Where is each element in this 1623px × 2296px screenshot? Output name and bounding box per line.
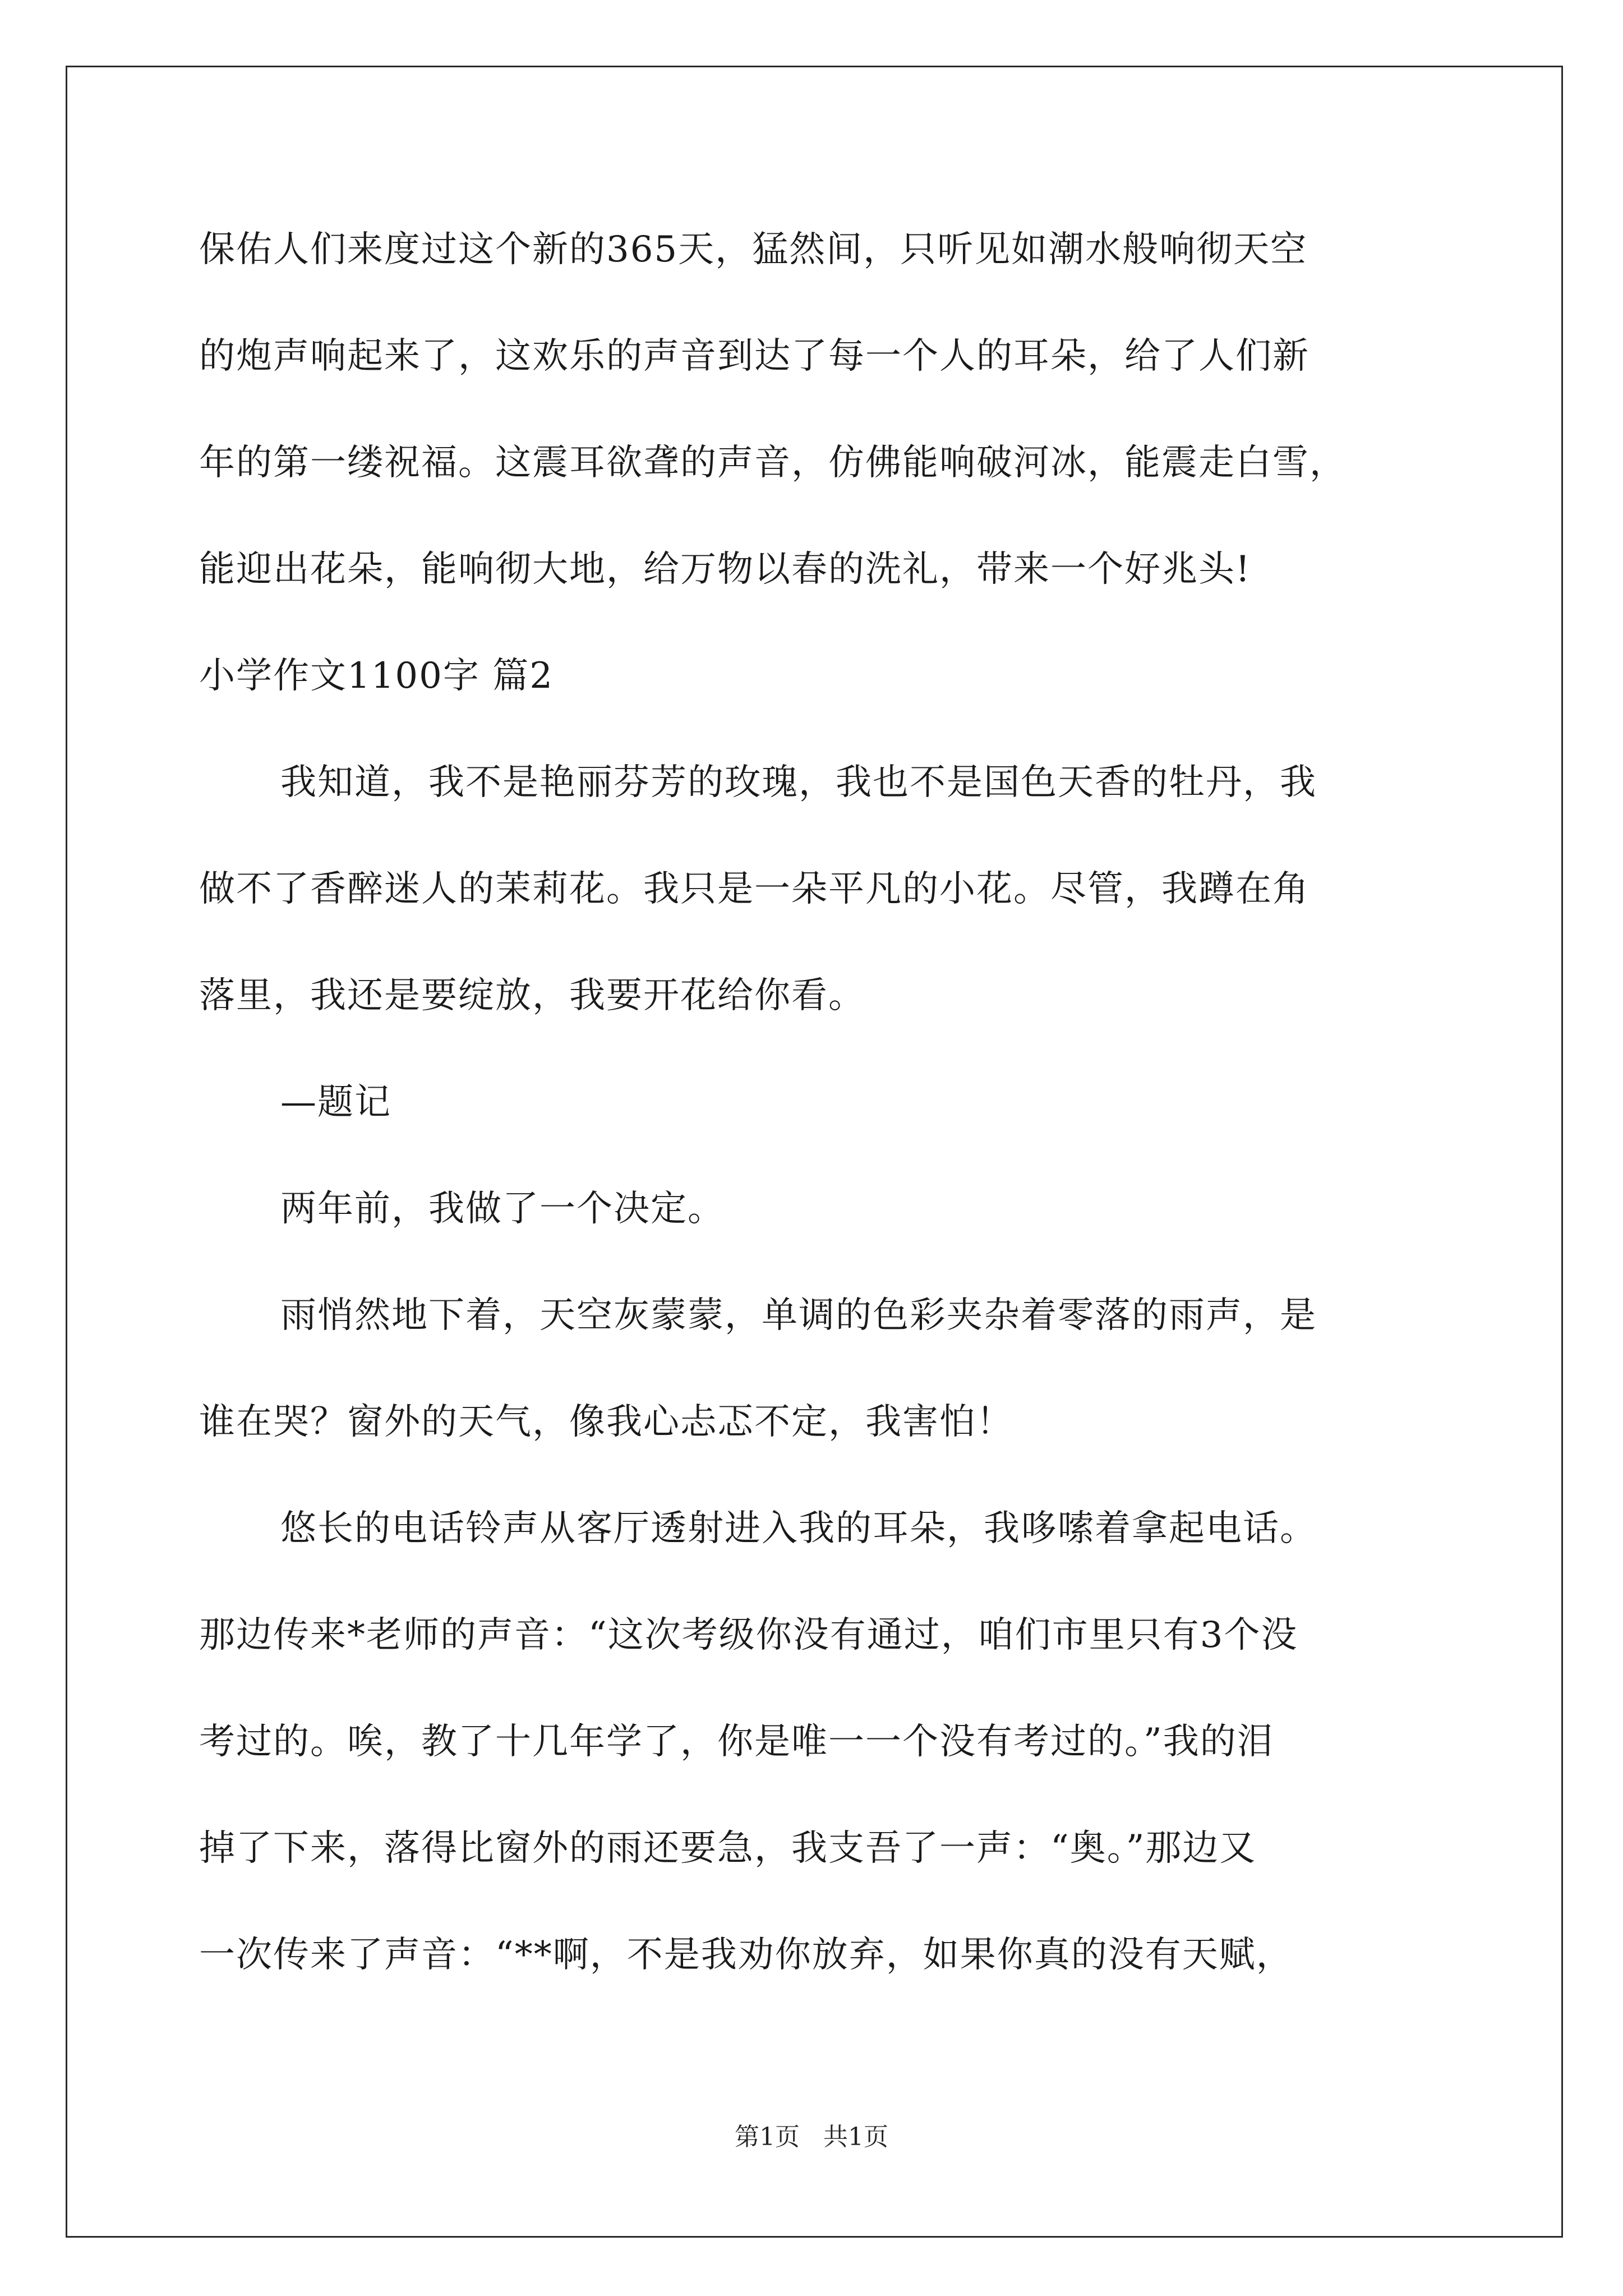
text-line: 做不了香醉迷人的茉莉花。我只是一朵平凡的小花。尽管，我蹲在角 [199,868,1310,910]
text-line: 能迎出花朵，能响彻大地，给万物以春的洗礼，带来一个好兆头! [199,549,1251,590]
text-line: 雨悄然地下着，天空灰蒙蒙，单调的色彩夹杂着零落的雨声，是 [280,1295,1317,1336]
text-line: 考过的。唉，教了十几年学了，你是唯一一个没有考过的。”我的泪 [199,1721,1274,1763]
text-line: 那边传来*老师的声音：“这次考级你没有通过，咱们市里只有3个没 [199,1614,1298,1656]
section-heading: 小学作文1100字 篇2 [199,655,554,697]
page-total: 共1页 [823,2123,888,2151]
text-line: 我知道，我不是艳丽芬芳的玫瑰，我也不是国色天香的牡丹，我 [280,762,1317,803]
page-number: 第1页 [735,2123,800,2151]
text-line: 一次传来了声音：“**啊，不是我劝你放弃，如果你真的没有天赋， [199,1934,1293,1976]
text-line: 谁在哭？窗外的天气，像我心忐忑不定，我害怕！ [199,1401,1013,1443]
text-line: 悠长的电话铃声从客厅透射进入我的耳朵，我哆嗦着拿起电话。 [280,1508,1317,1549]
page-border [66,66,1563,2238]
text-line: 的炮声响起来了，这欢乐的声音到达了每一个人的耳朵，给了人们新 [199,335,1310,377]
text-line: 年的第一缕祝福。这震耳欲聋的声音，仿佛能响破河冰，能震走白雪， [199,442,1347,484]
text-line: 落里，我还是要绽放，我要开花给你看。 [199,975,865,1016]
text-line: 保佑人们来度过这个新的365天，猛然间，只听见如潮水般响彻天空 [199,229,1308,270]
page-footer [0,2122,1623,2153]
epigraph-attribution: —题记 [280,1082,391,1123]
text-line: 两年前，我做了一个决定。 [280,1188,725,1230]
text-line: 掉了下来，落得比窗外的雨还要急，我支吾了一声：“奥。”那边又 [199,1828,1257,1869]
